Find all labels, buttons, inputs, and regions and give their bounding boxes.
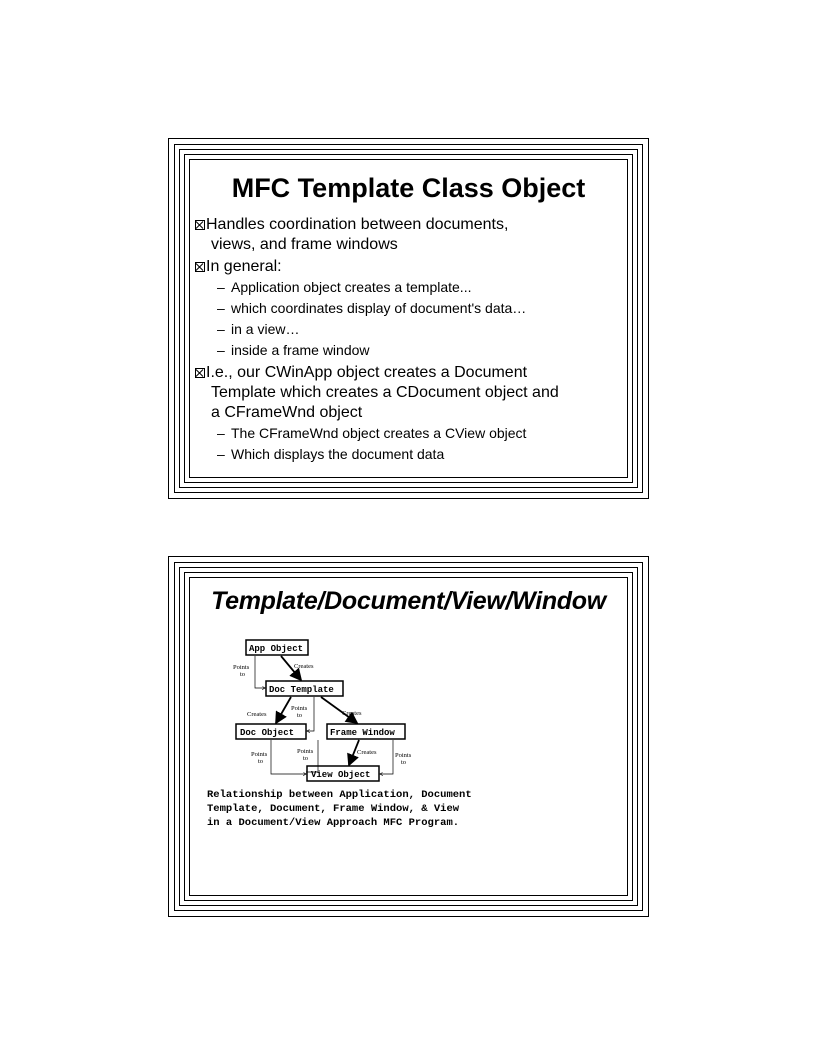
creates-arrow [276,697,291,723]
to-label: to [401,759,407,766]
slide-2-title: Template/Document/View/Window [211,587,606,615]
frame-window-box [327,724,405,739]
slide-1-bullets [195,215,625,467]
to-label: to [297,712,303,719]
box-label: Doc Object [240,728,295,738]
creates-label: Creates [342,710,362,717]
to-label: to [240,671,246,678]
points-to-line [380,740,393,774]
creates-label: Creates [357,749,377,756]
sub-bullet-text: The CFrameWnd object creates a CView object [231,425,527,441]
sub-bullet [217,300,625,317]
bullet-text: Template which creates a CDocument object and [211,384,559,401]
points-label: Points [233,664,250,671]
points-to-line [271,740,309,774]
checkbox-bullet-icon [195,220,205,230]
box-label: Frame Window [330,728,395,738]
box-label: Doc Template [269,685,334,695]
dash-icon: – [217,300,225,316]
sub-bullet-text: in a view… [231,321,300,337]
doc-template-box [266,681,343,696]
box-label: App Object [249,644,304,654]
sub-bullet [217,321,625,338]
checkbox-bullet-icon [195,368,205,378]
sub-bullet [217,279,625,296]
bullet-text: views, and frame windows [211,236,398,253]
to-label: to [303,755,309,762]
points-to-line [307,697,314,731]
dash-icon: – [217,321,225,337]
to-label: to [258,758,264,765]
points-label: Points [297,748,314,755]
sub-bullet-text: Which displays the document data [231,446,445,462]
sub-bullet [217,446,625,463]
bullet-text: Handles coordination between documents, [206,216,509,233]
doc-view-diagram [231,635,481,785]
dash-icon: – [217,342,225,358]
points-to-line [255,656,265,688]
dash-icon: – [217,446,225,462]
doc-object-box [236,724,306,739]
points-label: Points [251,751,268,758]
dash-icon: – [217,279,225,295]
sub-bullet-text: which coordinates display of document's data… [231,300,527,316]
checkbox-bullet-icon [195,262,205,272]
box-label: View Object [311,770,371,780]
caption-line: Relationship between Application, Document [207,789,472,801]
slide-1-title: MFC Template Class Object [231,173,586,203]
bullet [195,215,625,255]
points-label: Points [291,705,308,712]
diagram-caption [207,788,472,830]
bullet [195,363,625,423]
dash-icon: – [217,425,225,441]
caption-line: Template, Document, Frame Window, & View [207,803,460,815]
caption-line: in a Document/View Approach MFC Program. [207,817,460,829]
app-object-box [246,640,308,655]
sub-bullet-text: Application object creates a template... [231,279,472,295]
slide-1 [168,138,649,499]
bullet-text: a CFrameWnd object [211,404,363,421]
sub-bullet [217,425,625,442]
bullet [195,257,625,277]
sub-bullet-text: inside a frame window [231,342,370,358]
sub-bullet [217,342,625,359]
creates-label: Creates [294,663,314,670]
bullet-text: I.e., our CWinApp object creates a Document [206,364,528,381]
creates-label: Creates [247,711,267,718]
points-label: Points [395,752,412,759]
bullet-text: In general: [206,258,282,275]
slide-2 [168,556,649,917]
